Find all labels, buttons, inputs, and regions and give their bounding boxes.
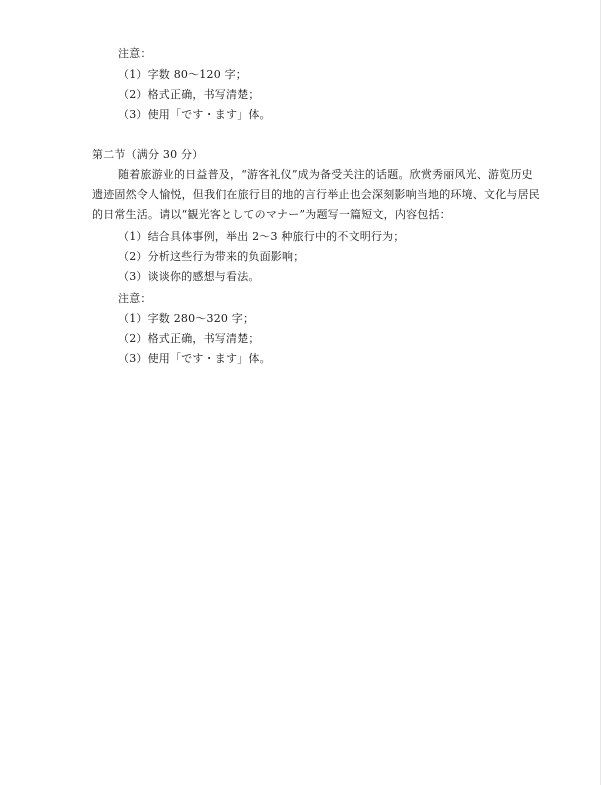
section-heading: 第二节（满分 30 分） bbox=[92, 148, 204, 161]
content-item-1: （1）结合具体事例，举出 2～3 种旅行中的不文明行为； bbox=[118, 230, 405, 243]
paragraph-line-2: 遗迹固然令人愉悦，但我们在旅行目的地的言行举止也会深刻影响当地的环境、文化与居民 bbox=[92, 188, 540, 201]
part1-note-3: （3）使用「です・ます」体。 bbox=[118, 108, 271, 121]
part2-note-2: （2）格式正确，书写清楚； bbox=[118, 332, 260, 345]
part1-note-1: （1）字数 80～120 字； bbox=[118, 68, 247, 81]
paragraph-line-1: 随着旅游业的日益普及，“游客礼仪”成为备受关注的话题。欣赏秀丽风光、游览历史 bbox=[118, 168, 533, 181]
part1-note-2: （2）格式正确，书写清楚； bbox=[118, 88, 260, 101]
content-item-2: （2）分析这些行为带来的负面影响； bbox=[118, 250, 305, 263]
paragraph-line-3: 的日常生活。请以“観光客としてのマナー”为题写一篇短文，内容包括： bbox=[92, 208, 451, 221]
part2-note-3: （3）使用「です・ます」体。 bbox=[118, 352, 271, 365]
part2-notes-label: 注意： bbox=[118, 292, 152, 305]
content-item-3: （3）谈谈你的感想与看法。 bbox=[118, 270, 260, 283]
part1-notes-label: 注意： bbox=[118, 47, 152, 60]
part2-note-1: （1）字数 280～320 字； bbox=[118, 312, 255, 325]
